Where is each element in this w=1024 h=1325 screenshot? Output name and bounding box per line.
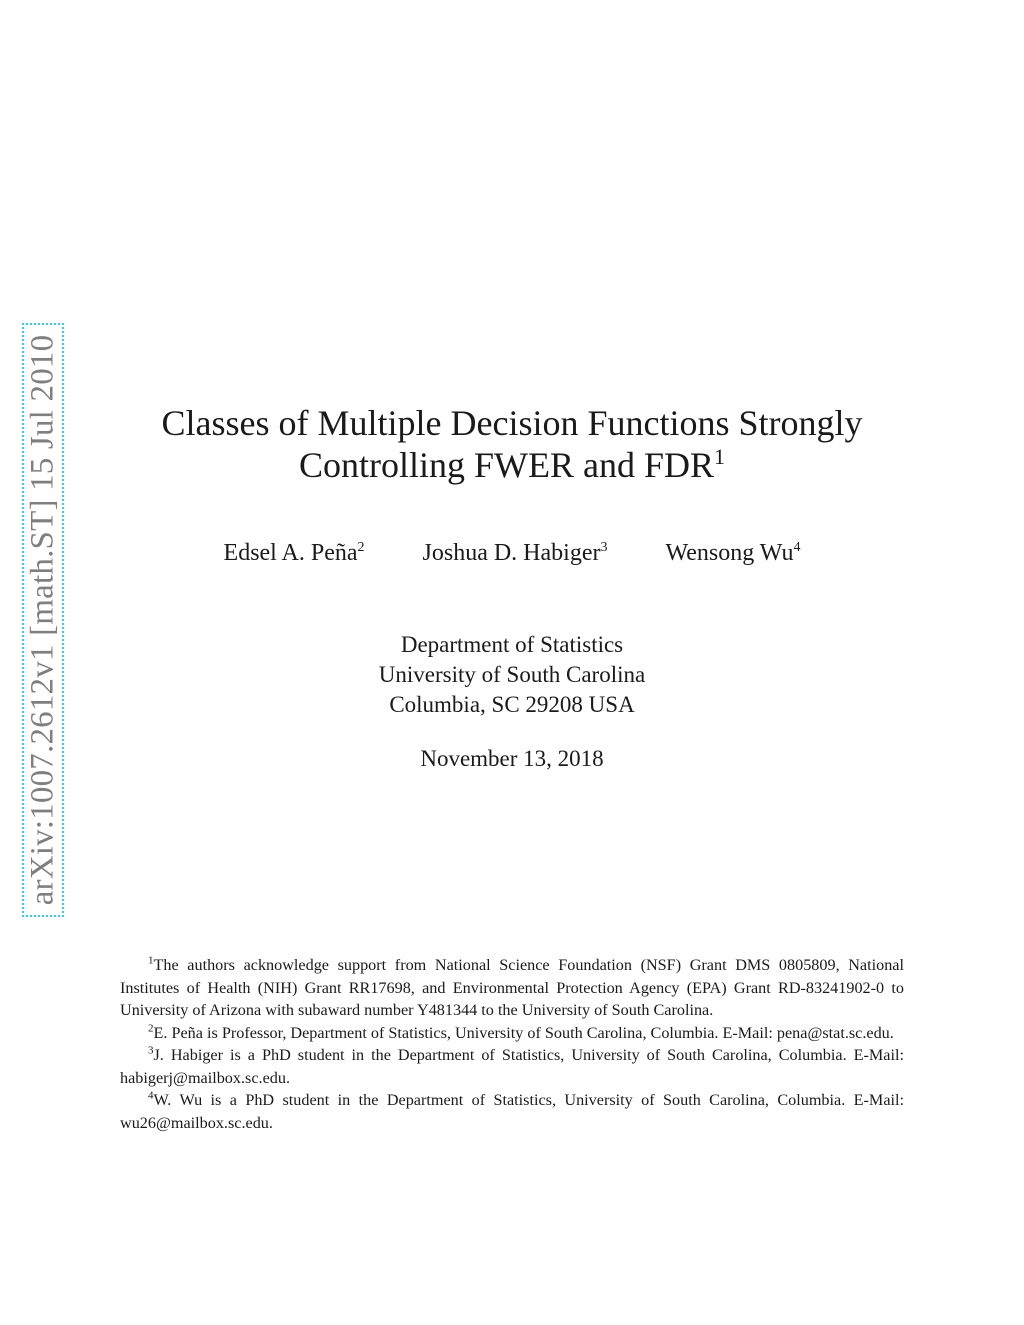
author-name: Joshua D. Habiger bbox=[422, 540, 601, 566]
title-line-1: Classes of Multiple Decision Functions Strongly bbox=[161, 403, 863, 443]
footnote bbox=[120, 1044, 904, 1089]
footnote-text: The authors acknowledge support from National Science Foundation (NSF) Grant DMS 0805809, National Institutes of Health (NIH) Grant RR17698, and Environmental Protection Agency (EPA) Grant RD-83241902-0 to University of Arizona with subaward number Y481344 to the University of South Carolina. bbox=[120, 956, 904, 1019]
title-line-2-text: Controlling FWER and FDR bbox=[298, 445, 715, 485]
author-footnote-mark: 3 bbox=[600, 540, 608, 555]
title-line-2 bbox=[120, 444, 904, 486]
footnote-mark: 2 bbox=[148, 1022, 154, 1035]
author bbox=[224, 540, 365, 567]
footnote-mark: 3 bbox=[148, 1044, 154, 1057]
arxiv-id: arXiv:1007.2612v1 [math.ST] 15 Jul 2010 bbox=[24, 334, 61, 906]
footnote bbox=[120, 1022, 904, 1045]
footnote bbox=[120, 1089, 904, 1134]
paper-date: November 13, 2018 bbox=[420, 746, 604, 771]
author-footnote-mark: 2 bbox=[357, 540, 365, 555]
author bbox=[665, 540, 800, 567]
footnote-mark: 1 bbox=[148, 954, 154, 967]
footnote-text: W. Wu is a PhD student in the Department of Statistics, University of South Carolina, Columbia. E-Mail: wu26@mailbox.sc.edu. bbox=[120, 1091, 904, 1132]
arxiv-stamp bbox=[22, 323, 64, 917]
footnote-text: E. Peña is Professor, Department of Statistics, University of South Carolina, Columbia. E-Mail: pena@stat.sc.edu. bbox=[153, 1023, 894, 1042]
footnote-text: J. Habiger is a PhD student in the Department of Statistics, University of South Carolina, Columbia. E-Mail: habigerj@mailbox.sc.edu. bbox=[120, 1046, 904, 1087]
affiliation bbox=[120, 630, 904, 720]
author-name: Wensong Wu bbox=[665, 540, 794, 566]
footnote bbox=[120, 954, 904, 1022]
author-footnote-mark: 4 bbox=[793, 540, 801, 555]
affiliation-university: University of South Carolina bbox=[378, 662, 646, 687]
author-name: Edsel A. Peña bbox=[223, 540, 358, 566]
affiliation-address: Columbia, SC 29208 USA bbox=[389, 692, 635, 717]
author-list bbox=[120, 540, 904, 567]
author bbox=[423, 540, 608, 567]
footnotes bbox=[120, 954, 904, 1134]
affiliation-department: Department of Statistics bbox=[400, 632, 624, 657]
paper-title bbox=[120, 402, 904, 486]
footnote-mark: 4 bbox=[148, 1089, 154, 1102]
title-footnote-mark: 1 bbox=[714, 444, 726, 469]
